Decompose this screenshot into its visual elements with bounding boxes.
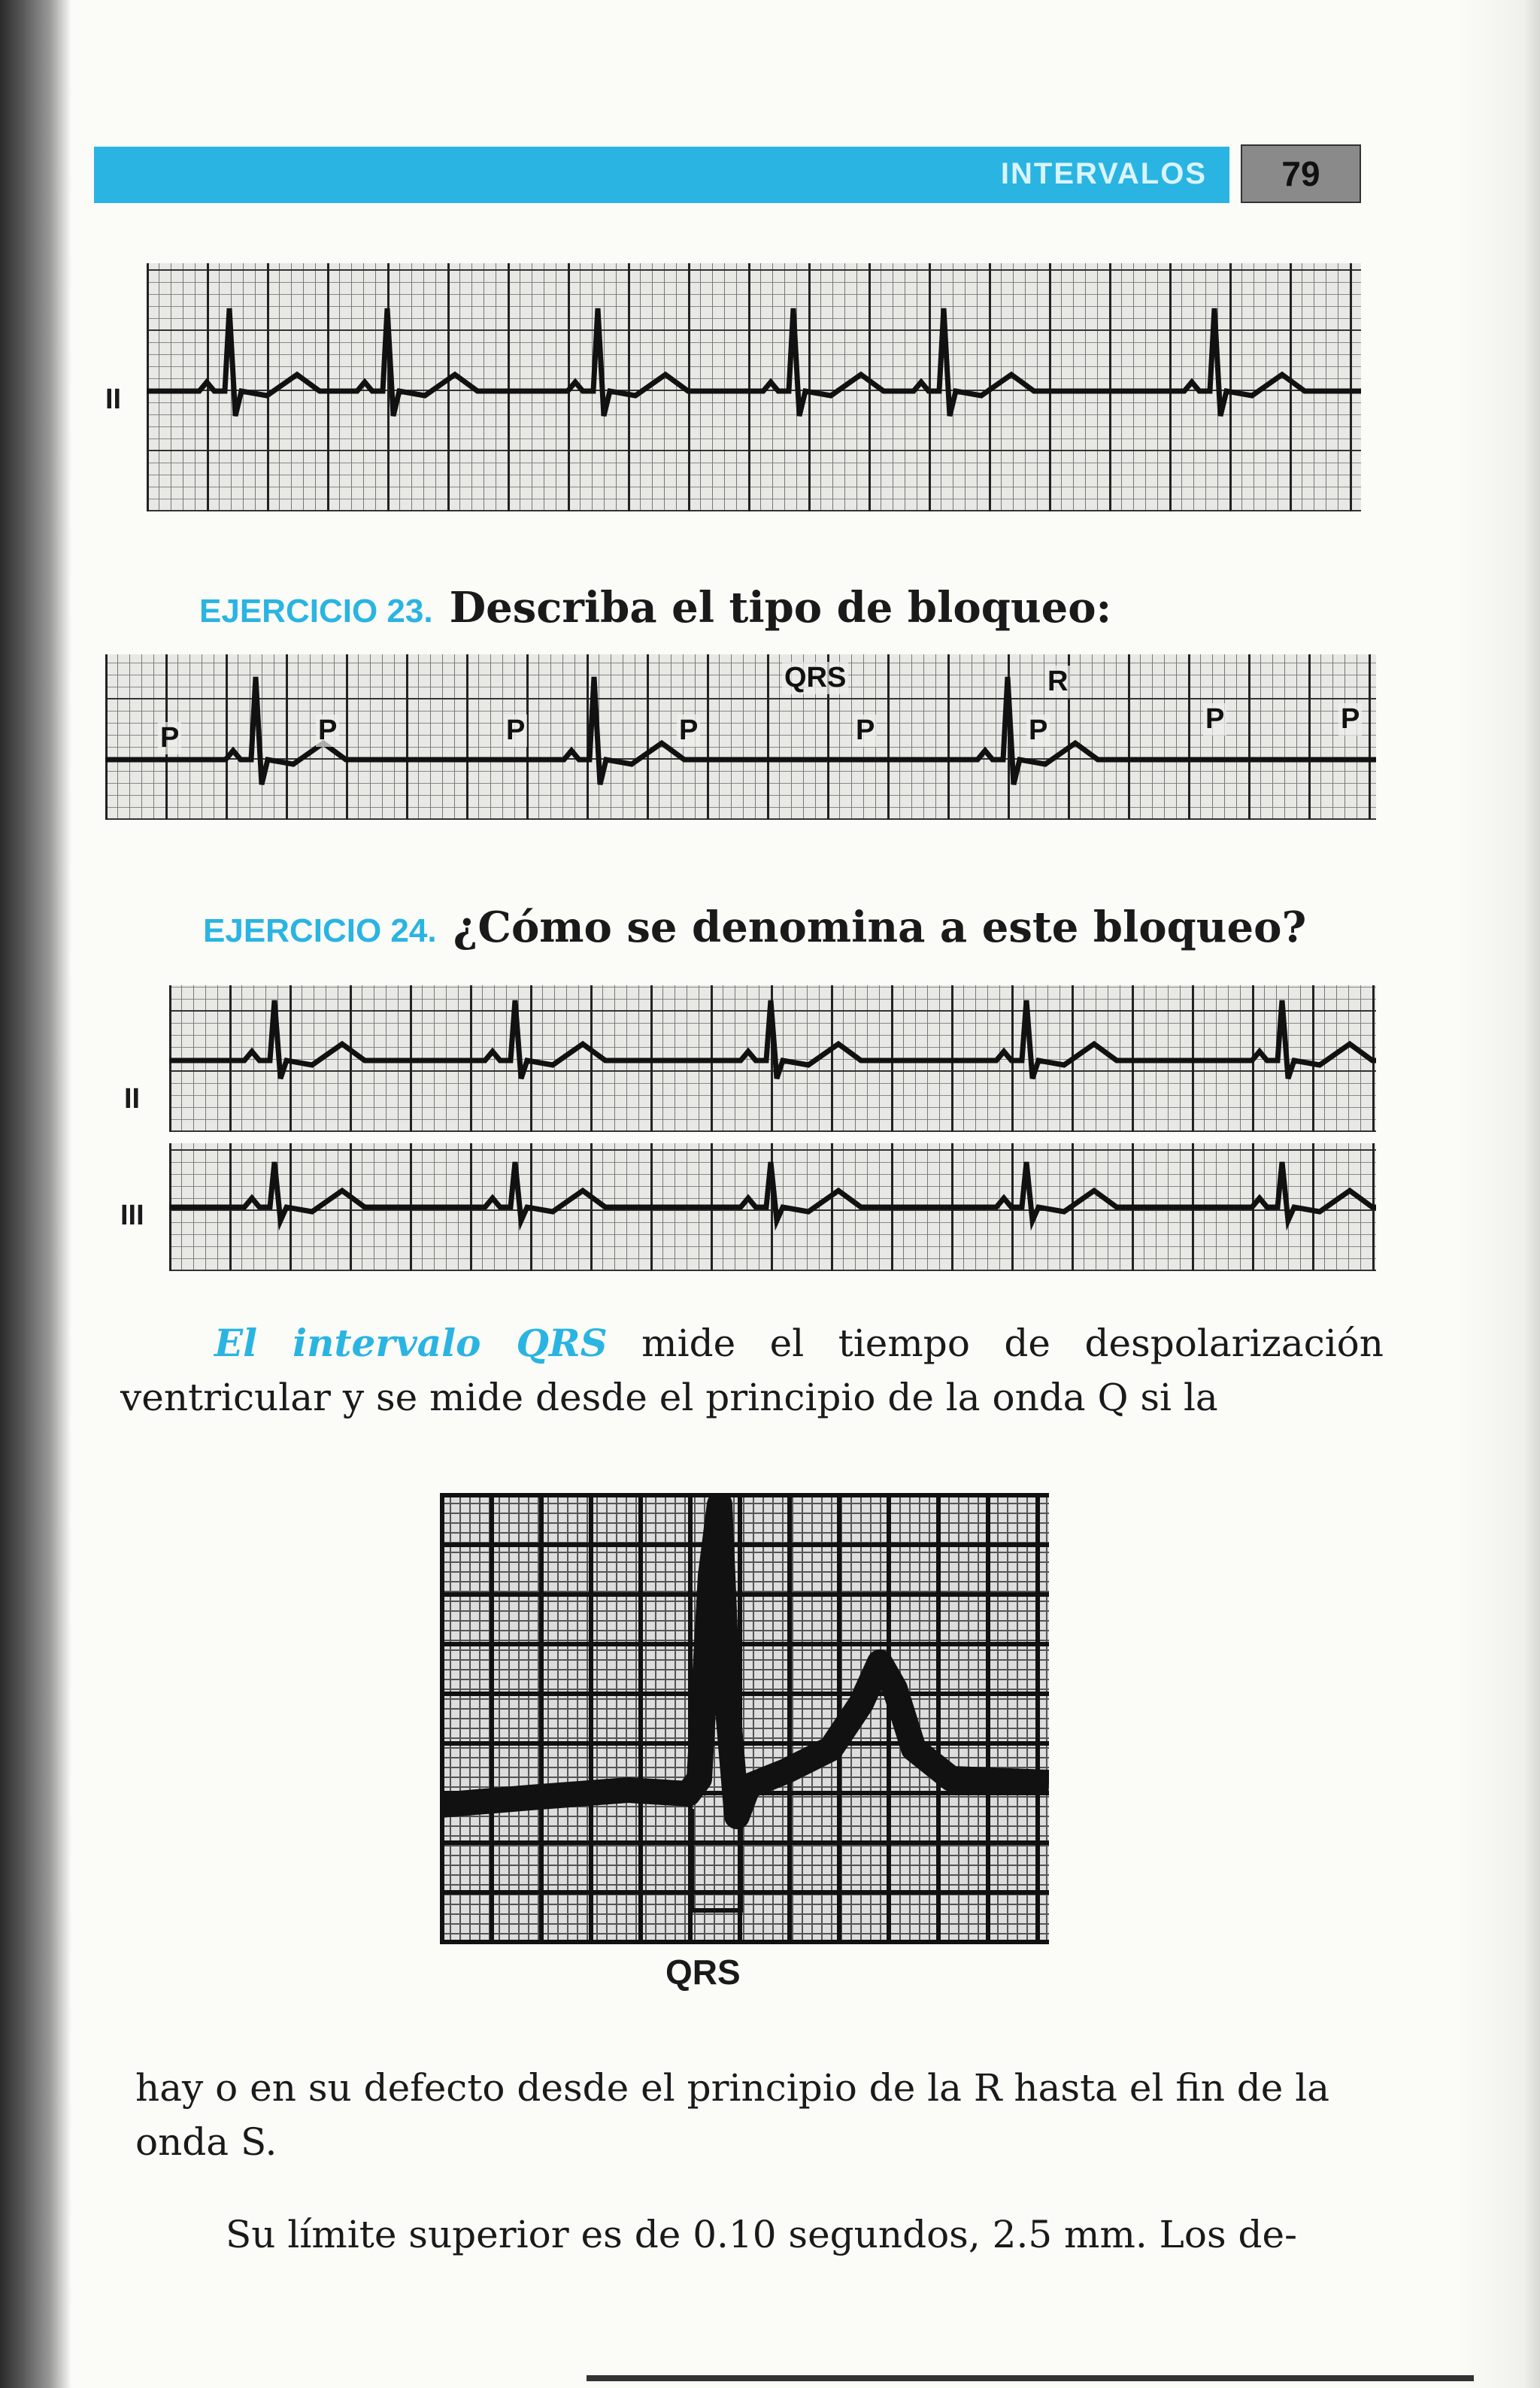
- section-title: INTERVALOS: [1000, 157, 1207, 190]
- ecg-line: [169, 1162, 1376, 1221]
- wave-label-p: P: [1338, 703, 1362, 736]
- page-edge: [1457, 0, 1540, 2388]
- paragraph-text: mide el tiempo de despolarización ventricular y se mide desde el principio de la onda Q si la: [120, 1321, 1384, 1419]
- exercise-24-heading: [203, 903, 1306, 952]
- wave-label-p: P: [316, 715, 339, 747]
- wave-label-p: P: [677, 715, 700, 747]
- exercise-question: ¿Cómo se denomina a este bloqueo?: [453, 903, 1307, 952]
- ecg-strip-lead-iii: [169, 1143, 1376, 1271]
- ecg-line: [105, 677, 1376, 784]
- wave-label-p: P: [853, 715, 877, 747]
- lead-label-iii: III: [120, 1200, 144, 1231]
- lead-label-ii: II: [105, 384, 122, 415]
- ecg-trace: [147, 263, 1361, 511]
- exercise-number: EJERCICIO 23.: [199, 593, 433, 630]
- ecg-trace: [105, 654, 1376, 820]
- ecg-strip-lead-ii: [169, 985, 1376, 1132]
- wave-label-p: P: [504, 715, 527, 747]
- ecg-strip-exercise-23: [105, 654, 1376, 820]
- paragraph-continuation: hay o en su defecto desde el principio de la R hasta el fin de la onda S.: [135, 2066, 1330, 2164]
- ecg-line: [147, 308, 1361, 416]
- qrs-trace: [440, 1493, 1049, 1944]
- wave-label-qrs: QRS: [782, 662, 848, 694]
- ecg-trace: [169, 1143, 1376, 1271]
- page-number: 79: [1241, 144, 1361, 203]
- paragraph-qrs-definition: [120, 1316, 1384, 1425]
- ecg-strip-top: [147, 263, 1361, 511]
- wave-label-p: P: [1026, 715, 1050, 747]
- lead-label-ii: II: [124, 1083, 141, 1115]
- figure-label: QRS: [665, 1953, 741, 1992]
- page-bottom-edge: [587, 2375, 1474, 2381]
- section-header-bar: [94, 147, 1229, 203]
- page-binding-shadow: [0, 0, 71, 2388]
- ecg-trace: [169, 985, 1376, 1132]
- exercise-23-heading: [199, 583, 1111, 633]
- wave-label-p: P: [158, 722, 181, 754]
- term-highlight: El intervalo QRS: [214, 1321, 608, 1365]
- exercise-question: Describa el tipo de bloqueo:: [449, 583, 1112, 633]
- wave-label-p: P: [1203, 703, 1226, 736]
- exercise-number: EJERCICIO 24.: [203, 912, 437, 949]
- ecg-line: [169, 1000, 1376, 1079]
- qrs-figure: [440, 1493, 1049, 1944]
- paragraph-upper-limit: Su límite superior es de 0.10 segundos, 2.5 mm. Los de-: [226, 2213, 1297, 2256]
- wave-label-r: R: [1045, 666, 1070, 698]
